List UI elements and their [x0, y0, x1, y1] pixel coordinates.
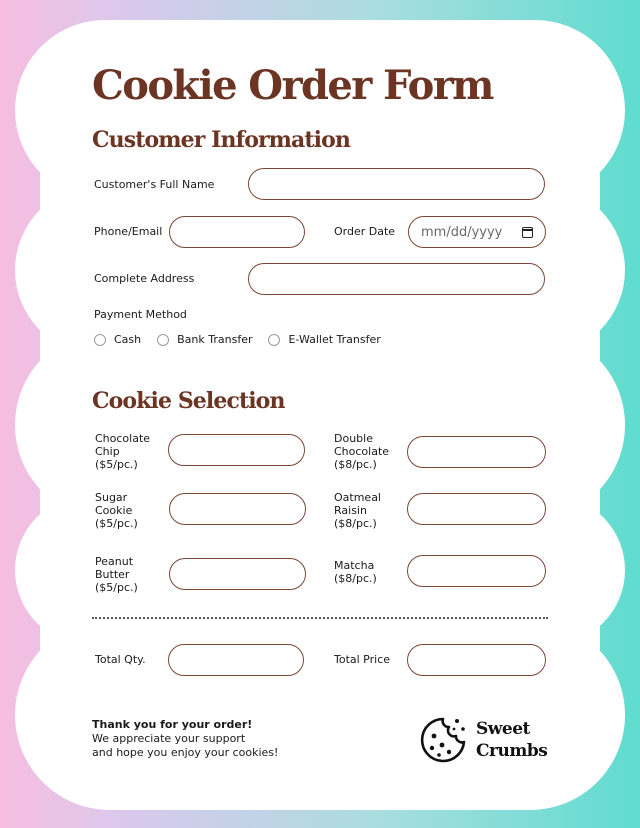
sugar-cookie-qty-field[interactable]	[169, 493, 306, 525]
oatmeal-raisin-qty-field[interactable]	[407, 493, 546, 525]
address-label: Complete Address	[94, 272, 195, 285]
thank-you-line: and hope you enjoy your cookies!	[92, 746, 279, 759]
thank-you-line: We appreciate your support	[92, 732, 246, 745]
thank-you-title: Thank you for your order!	[92, 718, 253, 731]
payment-method-label: Payment Method	[94, 308, 187, 321]
cookie-label-double-chocolate: Double Chocolate ($8/pc.)	[334, 432, 390, 471]
address-field[interactable]	[248, 263, 545, 295]
payment-option-e-wallet[interactable]	[268, 333, 380, 346]
radio-button[interactable]	[94, 334, 106, 346]
cookie-label-chocolate-chip: Chocolate Chip ($5/pc.)	[95, 432, 151, 471]
total-price-field[interactable]	[407, 644, 546, 676]
brand-logo-text	[476, 718, 547, 762]
cookie-label-matcha: Matcha ($8/pc.)	[334, 559, 377, 585]
cookie-label-peanut-butter: Peanut Butter ($5/pc.)	[95, 555, 138, 594]
order-date-label: Order Date	[334, 225, 396, 238]
brand-name-line: Sweet	[476, 719, 530, 739]
full-name-label: Customer's Full Name	[94, 178, 215, 191]
cookie-section-heading: Cookie Selection	[92, 388, 285, 414]
chocolate-chip-qty-field[interactable]	[168, 434, 305, 466]
total-qty-field[interactable]	[168, 644, 304, 676]
thank-you-note	[92, 718, 278, 760]
payment-option-label: Bank Transfer	[177, 333, 253, 346]
matcha-qty-field[interactable]	[407, 555, 546, 587]
phone-email-label: Phone/Email	[94, 225, 163, 238]
total-qty-label: Total Qty.	[95, 653, 146, 666]
radio-button[interactable]	[268, 334, 280, 346]
peanut-butter-qty-field[interactable]	[169, 558, 306, 590]
full-name-field[interactable]	[248, 168, 545, 200]
payment-option-label: Cash	[114, 333, 142, 346]
cookie-label-oatmeal-raisin: Oatmeal Raisin ($8/pc.)	[334, 491, 381, 530]
order-date-placeholder: mm/dd/yyyy	[421, 224, 503, 240]
order-date-field[interactable]	[408, 216, 546, 248]
phone-email-field[interactable]	[169, 216, 305, 248]
cookie-icon	[419, 716, 467, 764]
brand-name-line: Crumbs	[476, 741, 548, 761]
double-chocolate-qty-field[interactable]	[407, 436, 546, 468]
calendar-icon[interactable]	[522, 227, 533, 238]
page-title: Cookie Order Form	[92, 62, 493, 109]
payment-method-group	[94, 333, 381, 346]
radio-button[interactable]	[157, 334, 169, 346]
payment-option-cash[interactable]	[94, 333, 141, 346]
cookie-label-sugar-cookie: Sugar Cookie ($5/pc.)	[95, 491, 138, 530]
payment-option-label: E-Wallet Transfer	[288, 333, 381, 346]
dotted-divider	[92, 617, 548, 619]
customer-section-heading: Customer Information	[92, 127, 350, 153]
payment-option-bank-transfer[interactable]	[157, 333, 252, 346]
total-price-label: Total Price	[334, 653, 391, 666]
